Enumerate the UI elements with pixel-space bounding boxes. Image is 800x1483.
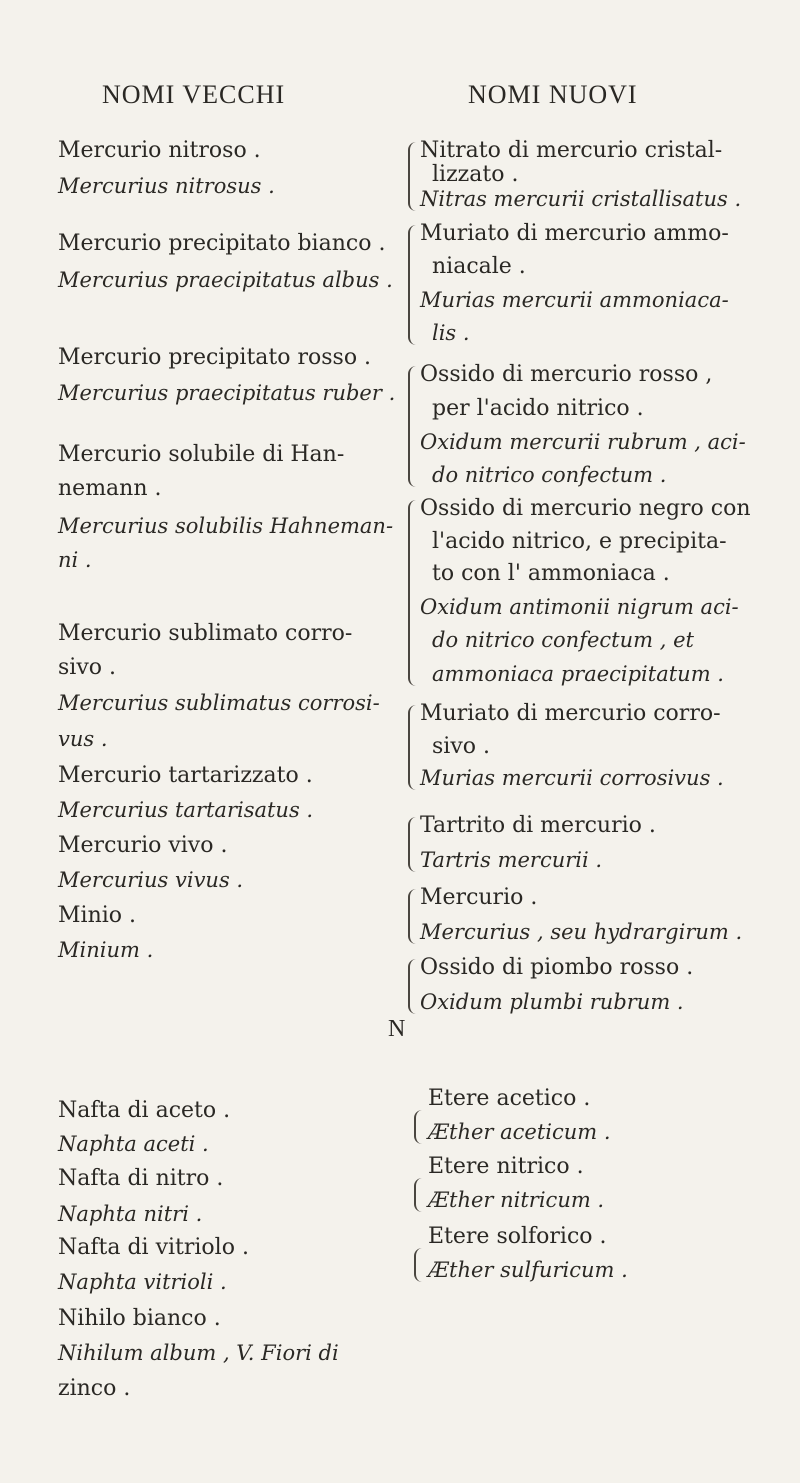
old-name-n-line: Nafta di vitriolo . [58,1235,249,1260]
old-name-line: Mercurio solubile di Han- [58,442,345,467]
new-name-line: Nitras mercurii cristallisatus . [420,187,742,211]
old-name-n-line: zinco . [58,1376,131,1401]
brace-icon [408,366,416,487]
new-name-n-line: Æther sulfuricum . [428,1258,628,1282]
old-name-n-line: Naphta vitrioli . [58,1270,227,1294]
old-name-line: nemann . [58,476,162,501]
new-name-line: Mercurius , seu hydrargirum . [420,920,743,944]
new-name-line: Oxidum mercurii rubrum , aci- [420,430,746,454]
new-name-n-line: Æther nitricum . [428,1188,605,1212]
new-name-line: Mercurio . [420,885,538,910]
new-name-line: Ossido di piombo rosso . [420,955,694,980]
old-name-n-line: Naphta nitri . [58,1202,203,1226]
brace-icon [408,959,416,1014]
brace-icon [408,225,416,345]
old-name-line: vus . [58,727,108,751]
old-name-line: Mercurio nitroso . [58,138,261,163]
new-name-line: Tartris mercurii . [420,848,603,872]
new-name-line: Muriato di mercurio ammo- [420,221,729,246]
new-name-line: Nitrato di mercurio cristal- [420,138,723,163]
header-new-names: NOMI NUOVI [468,80,638,109]
brace-icon [408,817,416,872]
new-name-line: lis . [432,321,470,345]
old-name-line: Mercurius vivus . [58,868,244,892]
old-name-line: Mercurius nitrosus . [58,174,275,198]
old-name-line: Minio . [58,903,136,928]
brace-icon [408,142,416,211]
old-name-line: Mercurius tartarisatus . [58,798,314,822]
new-name-line: lizzato . [432,162,519,187]
new-name-line: Murias mercurii corrosivus . [420,766,724,790]
brace-icon [414,1178,422,1212]
old-name-line: Mercurio precipitato rosso . [58,345,372,370]
section-letter: N [388,1016,406,1042]
brace-icon [414,1110,422,1144]
new-name-line: Oxidum plumbi rubrum . [420,990,684,1014]
new-name-line: Muriato di mercurio corro- [420,701,721,726]
old-name-n-line: Nafta di aceto . [58,1098,231,1123]
new-name-line: do nitrico confectum . [432,463,667,487]
old-name-line: Mercurio vivo . [58,833,228,858]
brace-icon [408,500,416,686]
old-name-n-line: Nihilo bianco . [58,1306,221,1331]
new-name-line: Oxidum antimonii nigrum aci- [420,595,739,619]
new-name-line: sivo . [432,734,490,759]
header-old-names: NOMI VECCHI [102,80,286,109]
new-name-n-line: Etere nitrico . [428,1154,584,1179]
old-name-line: Mercurius solubilis Hahneman- [58,514,394,538]
old-name-line: ni . [58,548,92,572]
old-name-line: Mercurio precipitato bianco . [58,231,386,256]
new-name-n-line: Etere solforico . [428,1224,607,1249]
new-name-line: niacale . [432,254,526,279]
new-name-line: per l'acido nitrico . [432,396,644,421]
brace-icon [408,705,416,790]
new-name-line: ammoniaca praecipitatum . [432,662,724,686]
new-name-line: do nitrico confectum , et [432,628,694,652]
old-name-line: Mercurius praecipitatus ruber . [58,381,396,405]
old-name-n-line: Nihilum album , V. Fiori di [58,1341,339,1365]
old-name-line: sivo . [58,655,116,680]
old-name-line: Minium . [58,938,154,962]
new-name-line: to con l' ammoniaca . [432,561,670,586]
old-name-line: Mercurio sublimato corro- [58,621,353,646]
old-name-n-line: Naphta aceti . [58,1132,209,1156]
new-name-n-line: Etere acetico . [428,1086,591,1111]
new-name-line: Ossido di mercurio negro con [420,496,751,521]
old-name-line: Mercurius praecipitatus albus . [58,268,393,292]
new-name-line: Murias mercurii ammoniaca- [420,288,729,312]
new-name-n-line: Æther aceticum . [428,1120,611,1144]
old-name-n-line: Nafta di nitro . [58,1166,224,1191]
brace-icon [414,1248,422,1282]
new-name-line: Tartrito di mercurio . [420,813,656,838]
old-name-line: Mercurio tartarizzato . [58,763,313,788]
old-name-line: Mercurius sublimatus corrosi- [58,691,380,715]
brace-icon [408,889,416,944]
new-name-line: Ossido di mercurio rosso , [420,362,713,387]
new-name-line: l'acido nitrico, e precipita- [432,529,727,554]
